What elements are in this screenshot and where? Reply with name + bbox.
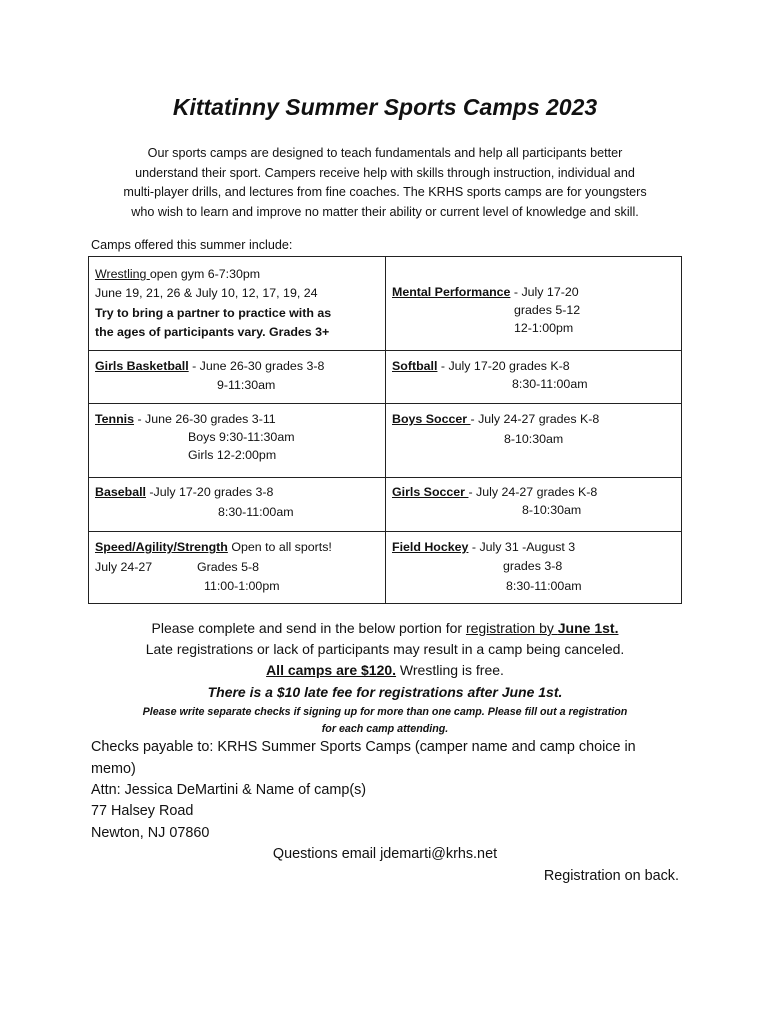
camp-detail: -July 17-20 grades 3-8 [145, 485, 274, 499]
camp-line [95, 265, 260, 283]
camp-name: Baseball [95, 485, 146, 499]
camp-cell-boys-soccer [386, 404, 682, 478]
camp-time: Girls 12-2:00pm [188, 448, 277, 462]
camp-line [95, 483, 273, 501]
intro-line: multi-player drills, and lectures from fine coaches. The KRHS sports camps are for youngsters [123, 185, 647, 200]
camp-grades: grades 3-8 [503, 559, 563, 573]
camp-detail: - July 24-27 grades K-8 [468, 485, 598, 499]
camp-note: the ages of participants vary. Grades 3+ [95, 325, 330, 339]
camp-line [392, 357, 570, 375]
camp-time: 8:30-11:00am [506, 579, 582, 593]
camp-detail: - July 31 -August 3 [468, 540, 576, 554]
camp-name: Girls Soccer [392, 485, 469, 499]
camp-note: Try to bring a partner to practice with as [95, 306, 332, 320]
page-title: Kittatinny Summer Sports Camps 2023 [172, 94, 598, 120]
checks-instructions: for each camp attending. [321, 723, 449, 735]
address-city: Newton, NJ 07860 [91, 825, 210, 841]
camp-cell-wrestling [89, 257, 386, 351]
camp-detail: Open to all sports! [227, 540, 332, 554]
camp-time: 8-10:30am [522, 503, 582, 517]
camp-detail: - June 26-30 grades 3-11 [134, 412, 276, 426]
camp-line [392, 283, 579, 301]
intro-paragraph [88, 144, 682, 222]
camp-time: 8:30-11:00am [512, 377, 588, 391]
camp-dates: July 24-27 [95, 560, 153, 574]
checks-instructions: Please write separate checks if signing up for more than one camp. Please fill out a registration [142, 706, 628, 718]
camp-name: Girls Basketball [95, 359, 189, 373]
camp-detail: - July 17-20 [510, 285, 579, 299]
attn-line: Attn: Jessica DeMartini & Name of camp(s) [91, 782, 367, 798]
camp-grades: grades 5-12 [514, 303, 581, 317]
camp-time: 8:30-11:00am [218, 505, 294, 519]
camp-line [392, 410, 599, 428]
late-fee-note: There is a $10 late fee for registrations after June 1st. [207, 684, 563, 700]
camp-dates: June 19, 21, 26 & July 10, 12, 17, 19, 24 [95, 286, 318, 300]
registration-deadline [0, 620, 770, 636]
camp-name: Field Hockey [392, 540, 469, 554]
deadline-text: Please complete and send in the below portion for [151, 620, 466, 636]
camp-time: 8-10:30am [504, 432, 564, 446]
intro-line: understand their sport. Campers receive help with skills through instruction, individual and [135, 165, 635, 180]
late-registration-note: Late registrations or lack of participants may result in a camp being canceled. [145, 641, 625, 657]
camp-grades: Grades 5-8 [197, 560, 259, 574]
camp-detail: - July 24-27 grades K-8 [470, 412, 600, 426]
camp-line [95, 357, 324, 375]
camp-line [95, 410, 276, 428]
camp-cell-girls-basketball [89, 351, 386, 404]
price-line [0, 662, 770, 678]
camp-cell-mental-performance [386, 257, 682, 351]
camp-name: Speed/Agility/Strength [95, 540, 228, 554]
camp-line [392, 538, 575, 556]
camp-line [392, 483, 597, 501]
intro-line: Our sports camps are designed to teach fundamentals and help all participants better [147, 146, 623, 160]
camp-name: Tennis [95, 412, 135, 426]
registration-on-back: Registration on back. [543, 868, 679, 884]
camp-line [95, 538, 332, 556]
camp-cell-girls-soccer [386, 478, 682, 532]
camp-detail: open gym 6-7:30pm [149, 267, 261, 281]
checks-payable-cont: memo) [91, 761, 136, 777]
checks-payable: Checks payable to: KRHS Summer Sports Camps (camper name and camp choice in [91, 739, 636, 755]
address-street: 77 Halsey Road [91, 803, 194, 819]
camp-cell-field-hockey [386, 532, 682, 604]
camp-time: Boys 9:30-11:30am [188, 430, 295, 444]
camp-cell-speed-agility-strength [89, 532, 386, 604]
camp-name: Mental Performance [392, 285, 511, 299]
camp-time: 12-1:00pm [514, 321, 574, 335]
camp-cell-baseball [89, 478, 386, 532]
deadline-link-text: registration by [465, 620, 558, 636]
price-text: All camps are $120. [266, 662, 397, 678]
camp-name: Softball [392, 359, 438, 373]
intro-line: who wish to learn and improve no matter their ability or current level of knowledge and skill. [131, 204, 639, 219]
camp-detail: - June 26-30 grades 3-8 [188, 359, 325, 373]
camp-cell-tennis [89, 404, 386, 478]
camp-cell-softball [386, 351, 682, 404]
questions-email: Questions email jdemarti@krhs.net [272, 846, 498, 862]
camps-table [88, 256, 682, 604]
camp-name: Wrestling [95, 267, 150, 281]
camp-detail: - July 17-20 grades K-8 [437, 359, 570, 373]
camp-name: Boys Soccer [392, 412, 471, 426]
camp-time: 9-11:30am [217, 378, 276, 392]
deadline-date: June 1st. [557, 620, 619, 636]
camp-time: 11:00-1:00pm [204, 579, 280, 593]
wrestling-free-text: Wrestling is free. [396, 662, 504, 678]
camps-label: Camps offered this summer include: [91, 238, 293, 252]
